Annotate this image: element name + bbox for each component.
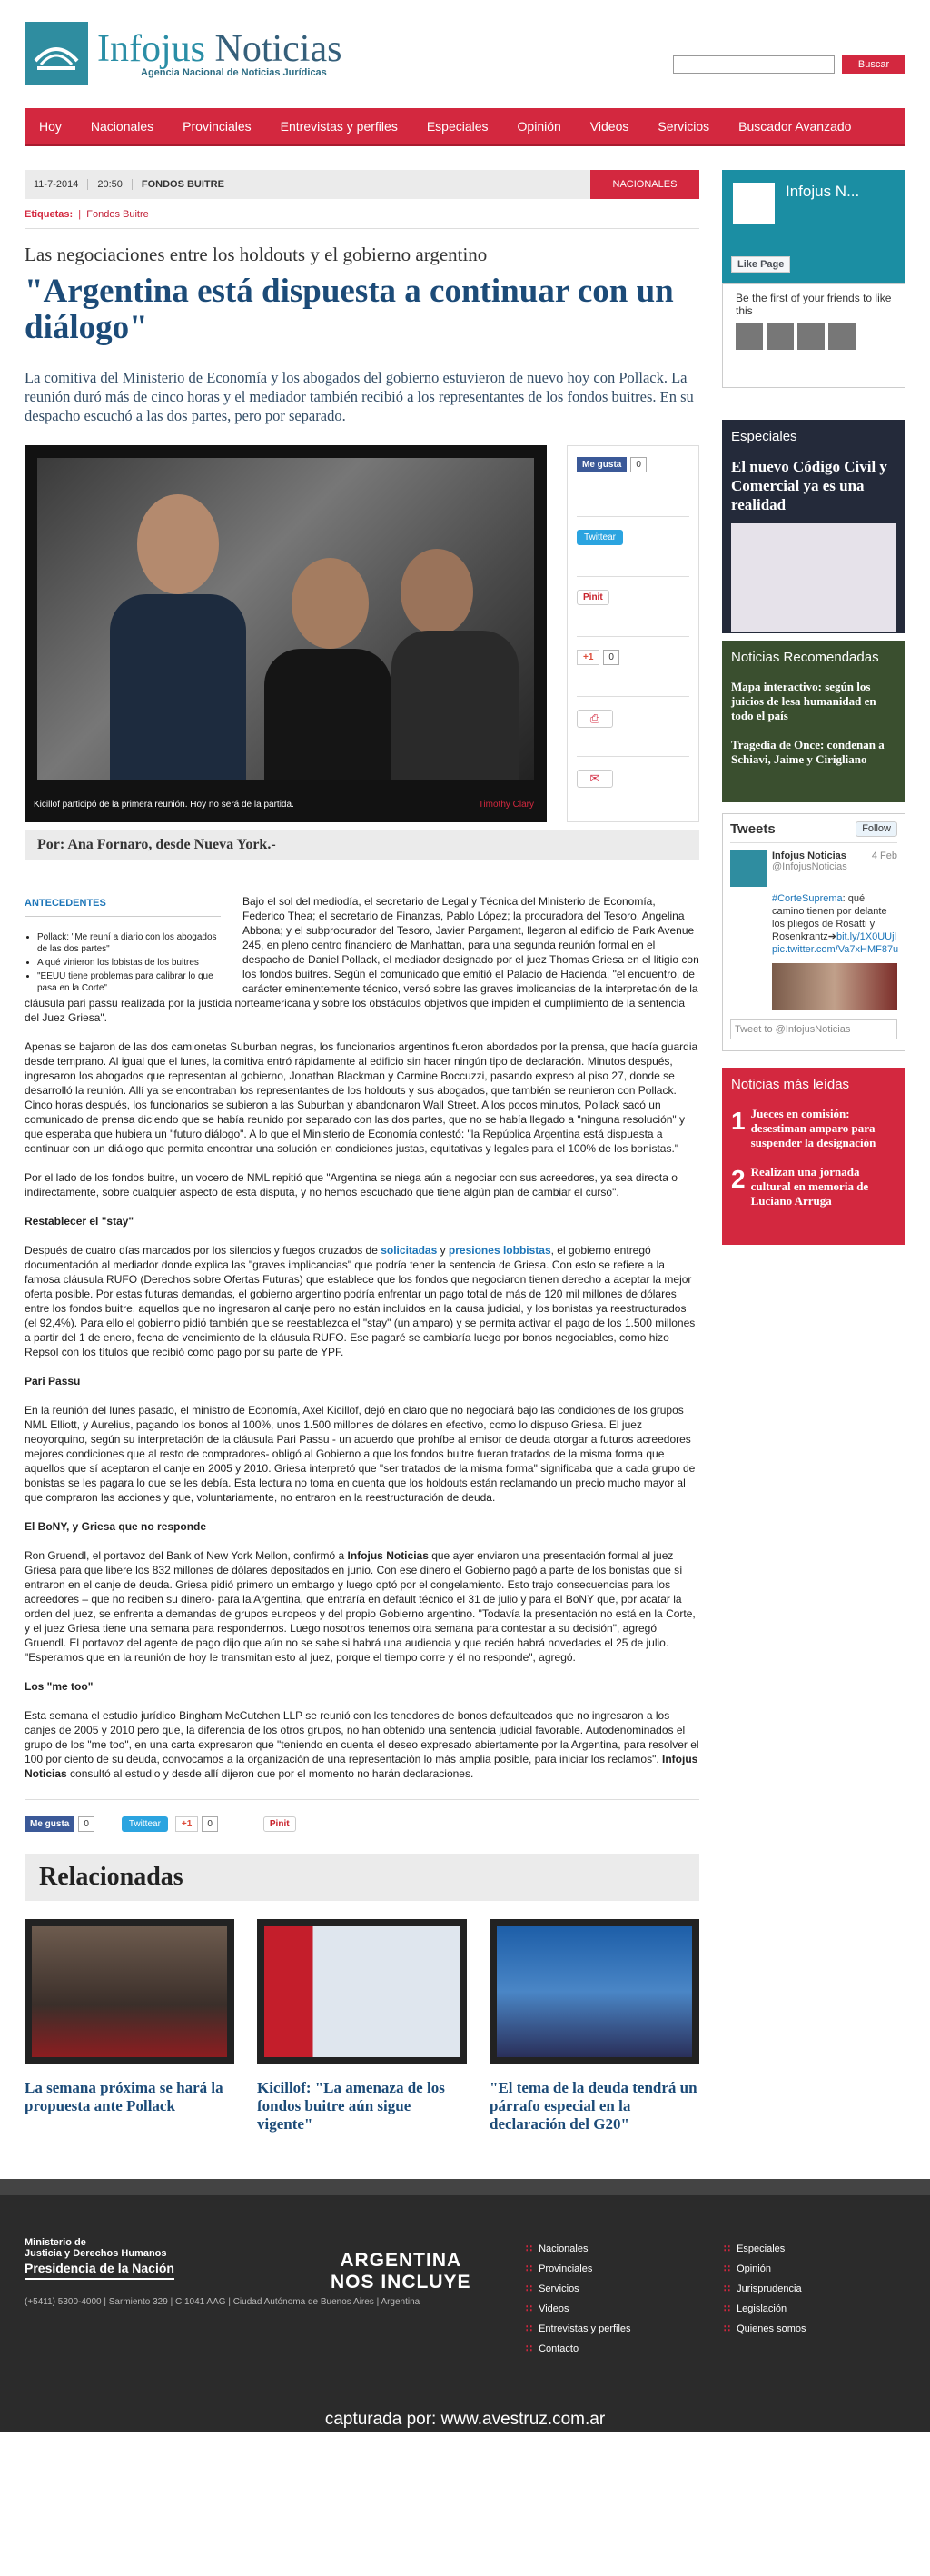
subheading: Los "me too"	[25, 1680, 94, 1693]
article-column	[25, 170, 699, 2133]
especiales-headline[interactable]: El nuevo Código Civil y Comercial ya es una realidad	[731, 458, 887, 513]
follow-button[interactable]: Follow	[856, 821, 897, 837]
related-thumb[interactable]	[490, 1919, 699, 2064]
tweet-to-input[interactable]: Tweet to @InfojusNoticias	[730, 1019, 897, 1039]
article-body	[25, 894, 699, 1781]
tag-link[interactable]: Fondos Buitre	[86, 209, 149, 220]
tweet-handle: @InfojusNoticias	[772, 861, 847, 872]
related-title: Relacionadas	[25, 1854, 699, 1901]
paragraph: Ron Gruendl, el portavoz del Bank of New York Mellon, confirmó a Infojus Noticias que ayer enviaron una presentación formal al juez Griesa para que libere los 832 millones de dólares depositados en junio. Con ese dinero el Gobierno pagó a parte de los bonistas que sí entraron en el canje de deuda. Griesa pidió primero un embargo y luego optó por el congelamiento. Esto trajo consecuencias para los acreedores – que no reciben su dinero- para la Argentina, que entraría en default técnico el 31 de julio y para el BoNY que, por acatar la orden del juez, se enfrenta a demandas de grupos europeos y del propio Gobierno argentino. "Todavía la presentación no está en la Corte, y el juez Griesa tiene una semana para respondernos. Luego nosotros tenemos otra semana para contestar a su decisión", agregó Gruendl. El portavoz del agente de pago dijo que aún no se sabe si habrá una audiencia y que recién habrá novedades el 25 de julio. "Esperamos que en la reunión de hoy le transmitan esto al juez, porque el tiempo corre y él no responde", agregó.	[25, 1549, 696, 1664]
especiales-title: Especiales	[731, 429, 797, 444]
tags-row: Etiquetas: | Fondos Buitre	[25, 209, 699, 229]
solicitadas-link[interactable]: solicitadas	[381, 1244, 438, 1257]
fb-faces	[736, 323, 892, 350]
paragraph: Esta semana el estudio jurídico Bingham McCutchen LLP se reunió con los tenedores de bonos defaulteados que no ingresaron a los canjes de 2005 y 2010 pero que, la diferencia de los otros grupos, no han obtenido una sentencia judicial favorable. Autodenominados el grupo de los "me too", en una carta expresaron que "teniendo en cuenta el deseo expresado abiertamente por la Argentina, para resolver el 100 por ciento de su deuda, convocamos a la organización de una representación lo más amplia posible, para iniciar los reclamos". Infojus Noticias consultó al estudio y desde allí dijeron que por el momento no harán declaraciones.	[25, 1709, 699, 1780]
fb-page-logo-icon	[731, 181, 777, 226]
print-icon[interactable]: ⎙	[577, 710, 613, 728]
site-header	[25, 0, 905, 100]
footer-links-2	[724, 2243, 806, 2342]
subheading: Restablecer el "stay"	[25, 1215, 134, 1228]
share-panel	[567, 445, 699, 822]
tweet-date: 4 Feb	[871, 850, 897, 861]
main-nav	[25, 108, 905, 146]
recomendadas-title: Noticias Recomendadas	[731, 650, 879, 665]
nav-hoy[interactable]: Hoy	[39, 119, 62, 134]
nav-provinciales[interactable]: Provinciales	[183, 119, 252, 134]
meta-bar	[25, 170, 699, 199]
article-author: Por: Ana Fornaro, desde Nueva York.-	[25, 830, 699, 860]
tweet-button[interactable]: Twittear	[577, 530, 623, 545]
email-icon[interactable]: ✉	[577, 770, 613, 788]
fb-count: 0	[630, 457, 647, 472]
tweet-author[interactable]: Infojus Noticias	[772, 850, 846, 861]
antecedente-link[interactable]: • Pollack: "Me reuní a diario con los abogados de las dos partes"	[37, 931, 221, 955]
nav-especiales[interactable]: Especiales	[426, 119, 489, 134]
logo-noticias: Noticias	[214, 28, 342, 70]
related-item[interactable]	[490, 1919, 699, 2133]
fb-page-widget	[722, 170, 905, 283]
mas-leida-headline[interactable]: Realizan una jornada cultural en memoria de Luciano Arruga	[750, 1165, 869, 1208]
meta-date: 11-7-2014	[25, 179, 88, 190]
gplus-button[interactable]: +1	[577, 650, 599, 665]
footer-address: (+5411) 5300-4000 | Sarmiento 329 | C 1041 AAG | Ciudad Autónoma de Buenos Aires | Argentina	[25, 2297, 420, 2307]
avatar[interactable]	[730, 850, 767, 887]
footer-link[interactable]: ∷ Jurisprudencia	[724, 2283, 806, 2294]
site-footer	[0, 2179, 930, 2432]
especiales-box	[722, 420, 905, 633]
footer-link[interactable]: ∷ Entrevistas y perfiles	[526, 2322, 631, 2334]
especiales-image[interactable]	[731, 523, 896, 632]
search-button[interactable]: Buscar	[842, 55, 905, 74]
fb-friends-box	[722, 283, 905, 388]
subheading: El BoNY, y Griesa que no responde	[25, 1520, 207, 1533]
related-thumb[interactable]	[257, 1919, 467, 2064]
antecedente-link[interactable]: • "EEUU tiene problemas para calibrar lo que pasa en la Corte"	[37, 970, 221, 994]
photo-image	[37, 458, 534, 780]
paragraph: Apenas se bajaron de las dos camionetas Suburban negras, los funcionarios argentinos fueron abordados por la prensa, que hacía guardia desde temprano. Al igual que el lunes, la comitiva entró rápidamente al edificio sin hacer ningún tipo de declaración. Minutos después, ingresaron los abogados que representan al gobierno, Jonathan Blackman y Carmine Boccuzzi, pasando expreso al piso 27, donde se desarrolló la reunión. Allí ya se encontraban los representantes de los holdouts y sus abogados, que también se reunieron con Pollack. Cinco horas después, los funcionarios se subieron a las Suburban y abandonaron Wall Street. A los pocos minutos, Pollack sacó un comunicado de prensa diciendo que se había reunido por separado con las dos partes, que no se había llegado a "ninguna resolución" y que esperaba que hubiera un "futuro diálogo". A lo que el Ministerio de Economía contestó: "la República Argentina está dispuesta a continuar con un diálogo que permita encontrar una solución en condiciones justas, equitativas y legales para el 100% de los bonistas."	[25, 1040, 698, 1155]
fb-page-name[interactable]: Infojus N...	[786, 183, 860, 200]
rank-number: 1	[731, 1107, 746, 1135]
antecedentes-title: ANTECEDENTES	[25, 896, 221, 917]
mas-leidas-box	[722, 1068, 905, 1245]
related-list	[25, 1919, 699, 2133]
subheading: Pari Passu	[25, 1375, 81, 1387]
related-item[interactable]	[25, 1919, 234, 2133]
nav-opinion[interactable]: Opinión	[517, 119, 561, 134]
footer-links-1	[526, 2243, 631, 2362]
recomendadas-box	[722, 641, 905, 802]
article-photo	[25, 445, 547, 822]
paragraph: En la reunión del lunes pasado, el ministro de Economía, Axel Kicillof, dejó en claro que no negociará bajo las condiciones de los grupos NML Elliott, y Aurelius, pagando los bonos al 100%, unos 1.500 millones de dólares en efectivo, como lo dispuso Griesa. El juez neoyorquino, según su interpretación de la cláusula Pari Passu - un acuerdo que prohíbe al emisor de deuda otorgar a futuros acreedores mejores condiciones que al resto de compradores- obligó al Gobierno a que los fondos buitre fueran tratados de la misma forma que aquellos que sí aceptaron el canje en 2005 y 2010. Griesa interpretó que "ser tratados de la misma forma" significaba que a cada grupo de bonistas se les pagara lo que se les debía. Esta lectura no toma en cuenta que los holdouts están reclamando un precio mucho mayor al que compraron las acciones y que, voluntariamente, no entraron en la reestructuración de deuda.	[25, 1404, 696, 1504]
nav-nacionales[interactable]: Nacionales	[90, 119, 154, 134]
tweet-link[interactable]: bit.ly/1X0UUjl pic.twitter.com/Va7xHMF87u	[772, 931, 899, 955]
related-headline[interactable]: La semana próxima se hará la propuesta ante Pollack	[25, 2079, 223, 2114]
gplus-count: 0	[603, 650, 619, 665]
ministerio-logo[interactable]: Ministerio de Justicia y Derechos Humanos Presidencia de la Nación	[25, 2237, 174, 2280]
footer-link[interactable]: ∷ Quienes somos	[724, 2322, 806, 2334]
tweet-button[interactable]: Twittear	[122, 1816, 168, 1832]
fb-friends-text: Be the first of your friends to like this	[736, 292, 892, 317]
capture-credit: capturada por: www.avestruz.com.ar	[324, 2410, 606, 2429]
search-form	[673, 55, 905, 74]
fb-like-button[interactable]: Me gusta	[25, 1816, 74, 1832]
mas-leidas-title: Noticias más leídas	[731, 1077, 850, 1092]
bottom-share-bar	[25, 1799, 699, 1835]
rank-number: 2	[731, 1165, 746, 1193]
search-input[interactable]	[673, 55, 835, 74]
pinit-button[interactable]: Pinit	[263, 1816, 296, 1832]
footer-link[interactable]: ∷ Nacionales	[526, 2243, 631, 2254]
logo-icon	[25, 22, 88, 85]
antecedente-link[interactable]: • A qué vinieron los lobistas de los buitres	[37, 957, 221, 969]
recomendada-item[interactable]: Mapa interactivo: según los juicios de lesa humanidad en todo el país	[731, 680, 876, 722]
tags-label: Etiquetas:	[25, 209, 74, 220]
twitter-widget	[722, 813, 905, 1051]
tweet-hashtag[interactable]: #CorteSuprema	[772, 893, 843, 904]
footer-link[interactable]: ∷ Contacto	[526, 2342, 631, 2354]
section-badge[interactable]: NACIONALES	[590, 170, 699, 199]
footer-link[interactable]: ∷ Servicios	[526, 2283, 631, 2294]
meta-tag[interactable]: FONDOS BUITRE	[141, 179, 224, 190]
related-thumb[interactable]	[25, 1919, 234, 2064]
logo-subtitle: Agencia Nacional de Noticias Jurídicas	[141, 67, 327, 78]
tweet-image[interactable]	[772, 963, 897, 1010]
related-item[interactable]	[257, 1919, 467, 2133]
footer-link[interactable]: ∷ Legislación	[724, 2302, 806, 2314]
nav-videos[interactable]: Videos	[589, 119, 629, 134]
site-logo[interactable]	[25, 22, 341, 85]
nav-servicios[interactable]: Servicios	[658, 119, 710, 134]
mas-leida-headline[interactable]: Jueces en comisión: desestiman amparo para suspender la designación	[750, 1107, 876, 1149]
footer-link[interactable]: ∷ Videos	[526, 2302, 631, 2314]
nav-entrevistas[interactable]: Entrevistas y perfiles	[280, 119, 398, 134]
related-headline[interactable]: Kicillof: "La amenaza de los fondos buitre aún sigue vigente"	[257, 2079, 445, 2133]
nav-buscador[interactable]: Buscador Avanzado	[738, 119, 852, 134]
presiones-lobbistas-link[interactable]: presiones lobbistas	[448, 1244, 551, 1257]
paragraph: Después de cuatro días marcados por los silencios y fuegos cruzados de solicitadas y presiones lobbistas, el gobierno entregó documentación al mediador donde explica las "graves implicancias" que podría tener la sentencia de Griesa. Con esto se refiere a la famosa cláusula RUFO (Derechos sobre Ofertas Futuras) que establece que los fondos que negociaron tienen derecho a aceptar la mejor oferta posible. Por estas futuras demandas, el gobierno argentino podría enfrentar un pago total de más de 120 mil millones de dólares entre los fondos buitre, aquellos que no ingresaron al canje pero no están incluidos en la causa judicial, y los bonistas ya reestructurados (el 92,4%). Para ello el gobierno pidió también que se reestablezca el "stay" (un amparo) y se permita activar el pago de los 1.500 millones a partir del 1 de enero, fecha de vencimiento de la cláusula RUFO. Ese pagaré se cambiaría luego por bonos negociables, como hizo Repsol con los títulos que recibió como pago por su parte de YPF.	[25, 1244, 696, 1358]
fb-count: 0	[78, 1816, 94, 1832]
paragraph: Bajo el sol del mediodía, el secretario de Legal y Técnica del Ministerio de Economía, Federico Thea; el secretario de Finanzas, Pablo López; la procuradora del Tesoro, Angelina Abbona; y el subprocurador del Tesoro, Javier Pargament, llegaron al edificio de Park Avenue 245, en pleno centro financiero de Manhattan, para una segunda reunión formal en el despacho de Daniel Pollack, el mediador designado por el juez Thomas Griesa en el litigio con los fondos buitres. Según el comunicado que emitió el Palacio de Hacienda, "el encuentro, de carácter eminentemente técnico, versó sobre las graves implicancias de la interpretación de la cláusula pari passu realizada por la justicia norteamericana y sobre los obstáculos objetivos que impiden el cumplimiento de la sentencia del Juez Griesa".	[25, 895, 699, 1024]
article-title: "Argentina está dispuesta a continuar con un diálogo"	[25, 273, 674, 346]
article-lead: La comitiva del Ministerio de Economía y los abogados del gobierno estuvieron de nuevo hoy con Pollack. La reunión duró más de cinco horas y el mediador también recibió a los representantes de los fondos buitres. En su despacho escuchó a las dos partes, pero por separado.	[25, 369, 694, 424]
tweet-text: #CorteSuprema: qué camino tienen por delante los pliegos de Rosatti y Rosenkrantz➔bit.ly/1X0UUjl pic.twitter.com/Va7xHMF87u	[772, 893, 899, 955]
fb-like-page-button[interactable]: Like Page	[731, 256, 790, 273]
gplus-button[interactable]: +1	[175, 1816, 198, 1832]
logo-infojus: Infojus	[97, 28, 205, 70]
mas-leida-item[interactable]	[731, 1107, 896, 1150]
antecedentes-box	[25, 894, 221, 996]
footer-link[interactable]: ∷ Especiales	[724, 2243, 806, 2254]
footer-link[interactable]: ∷ Opinión	[724, 2263, 806, 2274]
sidebar	[722, 170, 905, 2133]
photo-credit: Timothy Clary	[478, 800, 534, 810]
related-headline[interactable]: "El tema de la deuda tendrá un párrafo especial en la declaración del G20"	[490, 2079, 698, 2133]
mas-leida-item[interactable]	[731, 1165, 896, 1208]
meta-time: 20:50	[88, 179, 133, 190]
pinit-button[interactable]: Pinit	[577, 590, 609, 605]
paragraph: Por el lado de los fondos buitre, un vocero de NML repitió que "Argentina se niega aún a negociar con sus acreedores, ya sea directa o indirectamente, sobre cualquier aspecto de esta disputa, y no hemos escuchado que tiene algún plan de cambiar el curso".	[25, 1171, 678, 1198]
gplus-count: 0	[202, 1816, 218, 1832]
photo-caption: Kicillof participó de la primera reunión. Hoy no será de la partida.	[34, 800, 294, 810]
recomendada-item[interactable]: Tragedia de Once: condenan a Schiavi, Jaime y Cirigliano	[731, 738, 885, 766]
footer-link[interactable]: ∷ Provinciales	[526, 2263, 631, 2274]
tweets-title: Tweets	[730, 821, 776, 837]
fb-like-button[interactable]: Me gusta	[577, 457, 627, 472]
argentina-logo: ARGENTINA NOS INCLUYE	[331, 2250, 471, 2293]
article-kicker: Las negociaciones entre los holdouts y el gobierno argentino	[25, 244, 488, 265]
